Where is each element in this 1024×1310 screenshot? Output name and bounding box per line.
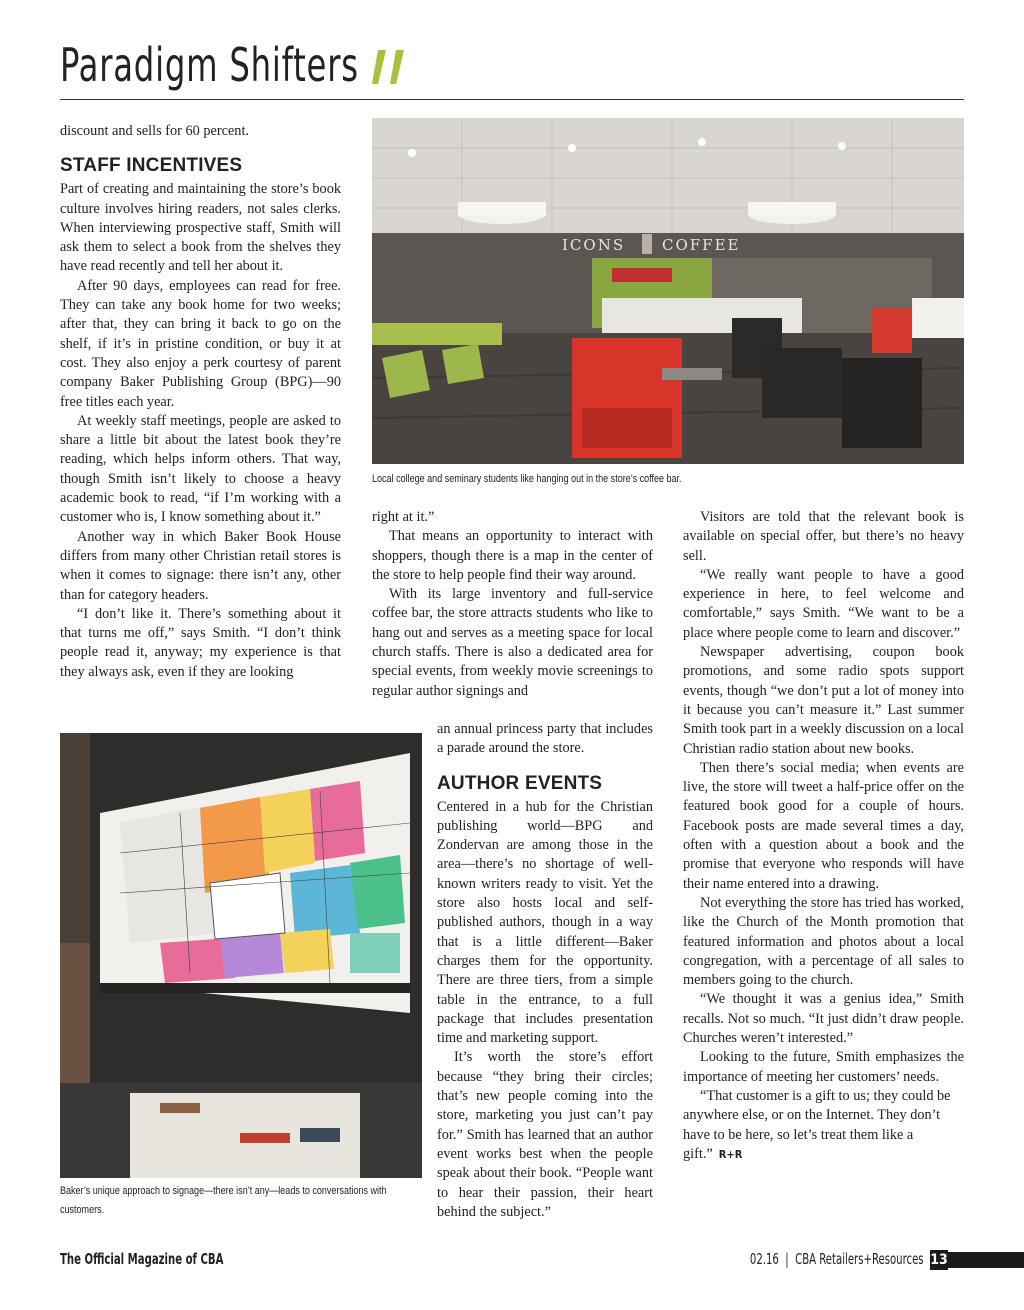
paragraph: “We really want people to have a good experience in here, to feel welcome and comfortable,” says Smith. “We want to be a place where people come to learn and discover.” [683, 566, 964, 641]
paragraph: “We thought it was a genius idea,” Smith recalls. Not so much. “It just didn’t draw people. Churches weren’t interested.” [683, 991, 964, 1047]
quote-mark-icon [370, 40, 410, 90]
caption-line: Baker’s unique approach to signage—there isn’t any—leads to conversations with [60, 1185, 387, 1197]
sign-text: COFFEE [662, 236, 741, 254]
sign-text: ICONS [562, 236, 626, 254]
paragraph [683, 1087, 964, 1164]
coffee-bar-photo [372, 118, 964, 464]
column-2-upper [372, 508, 653, 701]
paragraph: With its large inventory and full-service coffee bar, the store attracts students who like to hang out and serves as a meeting space for local church staffs. There is also a dedicated area for special events, from weekly movie screenings to regular author signings and [372, 586, 653, 699]
footer-bar [948, 1252, 1024, 1268]
paragraph: Not everything the store has tried has worked, like the Church of the Month promotion that featured information and photos about a local congregation, with a percentage of all sales to members going to the church. [683, 894, 964, 989]
signoff-mark: R+R [718, 1147, 743, 1161]
footer-publication: The Official Magazine of CBA [60, 1250, 224, 1268]
section-heading-author-events: AUTHOR EVENTS [437, 772, 603, 794]
header-divider [60, 99, 964, 100]
paragraph: After 90 days, employees can read for free. They can take any book home for two weeks; after that, they can bring it back to go on the shelf, if it’s in pristine condition, or buy it at cost. They also enjoy a perk courtesy of parent company Baker Publishing Group (BPG)—90 free titles each year. [60, 277, 341, 410]
photo-caption [60, 1182, 387, 1220]
section-heading-staff-incentives: STAFF INCENTIVES [60, 155, 243, 177]
caption-line: customers. [60, 1204, 105, 1216]
paragraph: Looking to the future, Smith emphasizes the importance of meeting her customers’ needs. [683, 1049, 964, 1085]
paragraph: discount and sells for 60 percent. [60, 123, 249, 139]
paragraph: Centered in a hub for the Christian publishing world—BPG and Zondervan are among those in the area—there’s no shortage of well-known writers ready to visit. Yet the store also hosts local and self-published authors, though in a way that is a little different—Baker charges them for the opportunity. There are three tiers, from a simple table in the entrance, to a full package that includes presentation time and marketing support. [437, 798, 653, 1047]
paragraph: Another way in which Baker Book House differs from many other Christian retail stores is when it comes to signage: there isn’t any, other than for category headers. [60, 528, 341, 603]
page-number: 13 [930, 1252, 948, 1268]
footer-issue [750, 1250, 924, 1268]
paragraph: Visitors are told that the relevant book is available on special offer, but there’s no heavy sell. [683, 509, 964, 564]
footer-issue-text: 02.16 | CBA Retailers+Resources [750, 1250, 924, 1268]
column-1 [60, 122, 341, 682]
paragraph-text: “That customer is a gift to us; they could be anywhere else, or on the Internet. They don’t have to be here, so let’s treat them like a gift.” [683, 1087, 951, 1162]
paragraph: an annual princess party that includes a parade around the store. [437, 721, 653, 757]
page-title: Paradigm Shifters [60, 38, 359, 92]
paragraph: Newspaper advertising, coupon book promotions, and some radio spots support events, though “we don’t put a lot of money into it because you can’t measure it.” Last summer Smith took part in a weekly discussion on a local Christian radio station about new books. [683, 644, 964, 757]
store-map-photo [60, 733, 422, 1178]
paragraph: At weekly staff meetings, people are asked to share a little bit about the latest book they’re reading, which helps inform others. That way, though Smith isn’t likely to choose a heavy academic book to read, “if I’m working with a customer who is, I know something about it.” [60, 412, 341, 526]
paragraph: Part of creating and maintaining the store’s book culture involves hiring readers, not sales clerks. When interviewing prospective staff, Smith will ask them to select a book from the shelves they have read recently and tell her about it. [60, 181, 341, 275]
paragraph: Then there’s social media; when events are live, the store will tweet a half-price offer on the featured book good for a couple of hours. Facebook posts are made several times a day, often with a question about a book and the promise that everyone who responds will have their name entered into a drawing. [683, 759, 964, 892]
photo-caption: Local college and seminary students like hanging out in the store’s coffee bar. [372, 473, 682, 485]
paragraph: “I don’t like it. There’s something about it that turns me off,” says Smith. “I don’t think people read it, anyway; my experience is that they always ask, even if they are looking [60, 605, 341, 680]
column-2-lower [437, 720, 653, 1222]
paragraph: It’s worth the store’s effort because “they bring their circles; that’s new people coming into the store, marketing you just can’t pay for.” Smith has learned that an author event works best when the people speak about their book. “People want to hear their passion, their heart behind the subject.” [437, 1049, 653, 1220]
column-3 [683, 508, 964, 1164]
paragraph: right at it.” [372, 509, 435, 525]
paragraph: That means an opportunity to interact with shoppers, though there is a map in the center of the store to help people find their way around. [372, 528, 653, 583]
